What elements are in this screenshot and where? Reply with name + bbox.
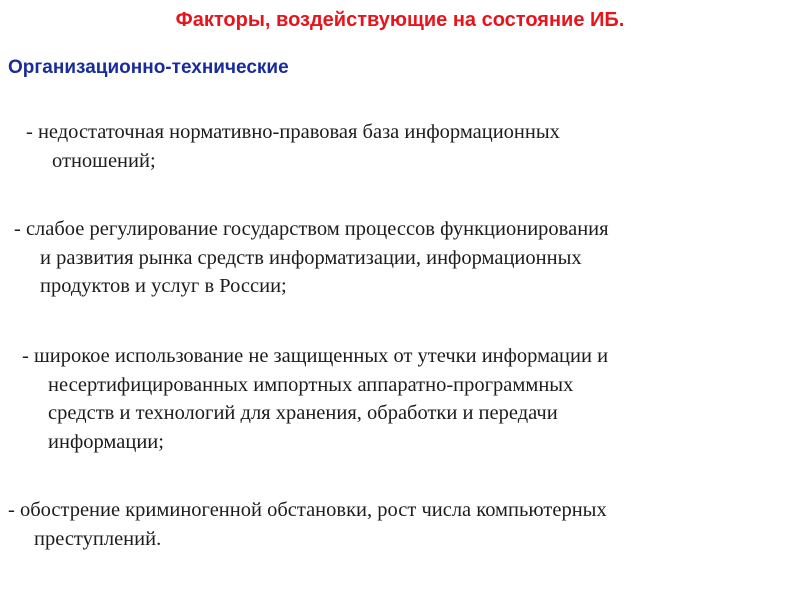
item-1-line-2: отношений; [52,149,156,172]
list-item-2 [14,215,609,301]
item-3-line-1: - широкое использование не защищенных от утечки информации и [22,345,609,367]
item-3-line-2: несертифицированных импортных аппаратно-программных [48,373,574,396]
slide-title: Факторы, воздействующие на состояние ИБ. [175,9,625,31]
item-4-line-1: - обострение криминогенной обстановки, рост числа компьютерных [8,499,607,521]
item-2-line-1: - слабое регулирование государством процессов функционирования [14,218,609,240]
item-4-line-2: преступлений. [34,527,162,550]
section-heading: Организационно-технические [8,57,289,78]
list-item-4 [8,496,607,553]
list-item-1 [26,118,560,175]
item-3-line-4: информации; [48,430,164,453]
item-2-line-2: и развития рынка средств информатизации, информационных [40,246,582,269]
list-item-3 [22,342,608,456]
item-1-line-1: - недостаточная нормативно-правовая база информационных [26,121,560,143]
item-3-line-3: средств и технологий для хранения, обработки и передачи [48,402,558,424]
item-2-line-3: продуктов и услуг в России; [40,275,287,297]
